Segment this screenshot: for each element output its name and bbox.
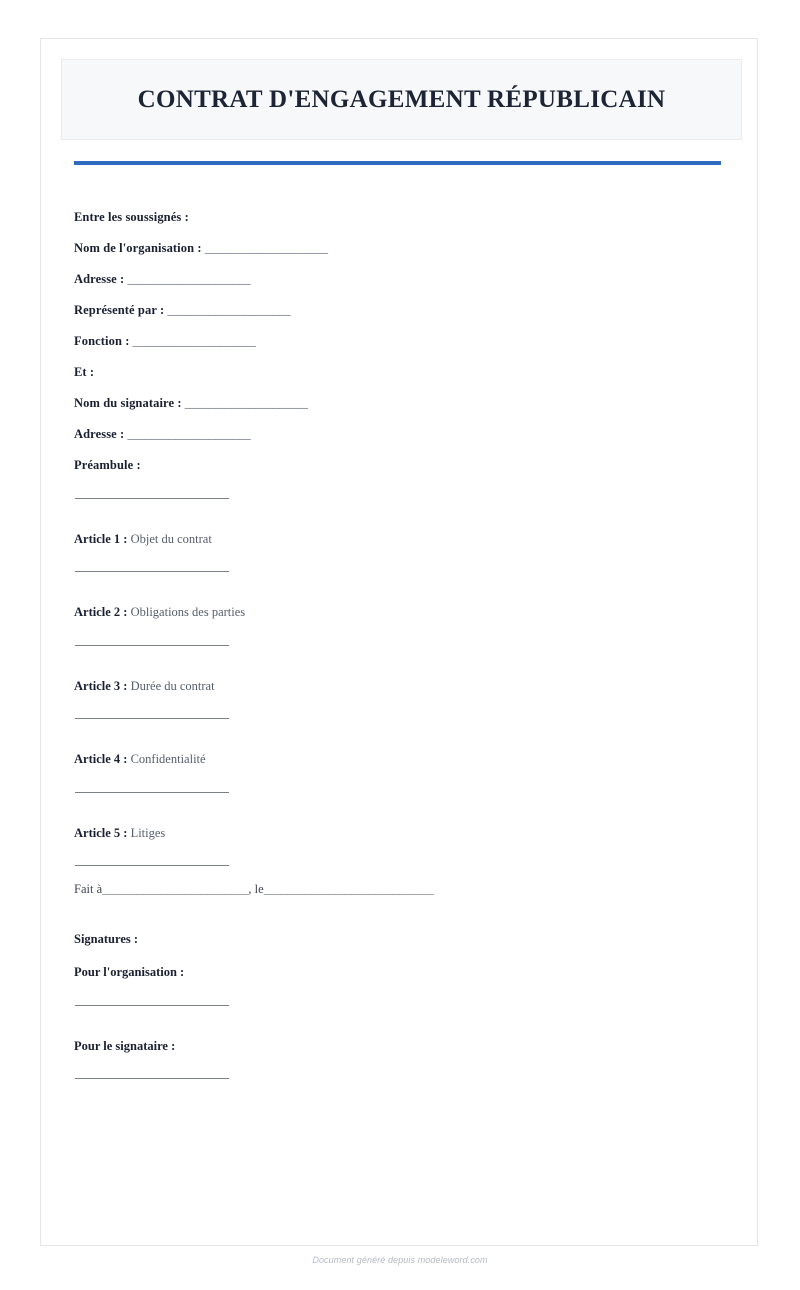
field-input-line[interactable]: _____________________ [184, 396, 308, 410]
article-answer-line[interactable] [75, 718, 229, 719]
date-input-line[interactable]: _____________________________ [263, 882, 434, 896]
preamble-answer-line[interactable] [75, 498, 229, 499]
article-number: Article 3 : [74, 678, 128, 693]
preamble-label [74, 459, 734, 472]
article-number: Article 5 : [74, 825, 128, 840]
article-3 [74, 680, 734, 720]
article-heading [74, 606, 734, 619]
signature-organisation-line[interactable] [75, 1005, 229, 1006]
article-answer-line[interactable] [75, 865, 229, 866]
place-input-line[interactable]: _________________________ [102, 882, 249, 896]
article-answer-line[interactable] [75, 645, 229, 646]
article-answer-line[interactable] [75, 571, 229, 572]
article-title: Confidentialité [130, 752, 206, 766]
signatures-heading: Signatures : [74, 931, 139, 946]
article-5 [74, 827, 734, 867]
field-label: Adresse : [74, 272, 125, 286]
article-title: Objet du contrat [130, 531, 212, 546]
article-number: Article 4 : [74, 752, 128, 766]
signature-signatory-block [74, 1040, 734, 1080]
field-nom-signataire [74, 397, 734, 410]
field-represente-par [74, 304, 734, 317]
page-footer [0, 1250, 800, 1268]
article-2 [74, 606, 734, 646]
field-input-line[interactable]: _____________________ [127, 427, 251, 441]
parties-intro-label [74, 211, 734, 224]
field-label: Nom de l'organisation : [74, 241, 202, 255]
document-body [74, 165, 734, 1079]
field-input-line[interactable]: _____________________ [127, 272, 251, 286]
field-label: Nom du signataire : [74, 396, 182, 410]
preamble-text: Préambule : [74, 458, 141, 472]
second-party-text: Et : [74, 365, 95, 379]
signature-signatory-heading [74, 1040, 734, 1053]
field-adresse-signataire [74, 428, 734, 441]
article-answer-line[interactable] [75, 792, 229, 793]
field-label: Représenté par : [74, 303, 165, 317]
article-heading [74, 680, 734, 693]
page-content [41, 39, 757, 1245]
footer-attribution: Document généré depuis modeleword.com [312, 1255, 488, 1265]
second-party-label [74, 366, 734, 379]
article-4 [74, 753, 734, 793]
field-input-line[interactable]: _____________________ [132, 334, 256, 348]
article-heading [74, 753, 734, 766]
article-title: Durée du contrat [130, 678, 215, 693]
document-page [40, 38, 758, 1246]
field-label: Fonction : [74, 334, 130, 348]
article-number: Article 1 : [74, 531, 128, 546]
place-date-row [74, 883, 734, 896]
article-title: Litiges [130, 825, 166, 840]
signature-organisation-label: Pour l'organisation : [74, 965, 185, 979]
signature-signatory-line[interactable] [75, 1078, 229, 1079]
signature-signatory-label: Pour le signataire : [74, 1038, 176, 1053]
article-1 [74, 533, 734, 573]
date-label: , le [248, 882, 264, 896]
article-number: Article 2 : [74, 605, 128, 619]
place-label: Fait à [74, 882, 103, 896]
field-adresse-organisation [74, 273, 734, 286]
field-input-line[interactable]: _____________________ [167, 303, 291, 317]
field-nom-organisation [74, 242, 734, 255]
article-heading [74, 533, 734, 546]
field-label: Adresse : [74, 427, 125, 441]
field-fonction [74, 335, 734, 348]
parties-intro-text: Entre les soussignés : [74, 210, 189, 224]
field-input-line[interactable]: _____________________ [204, 241, 328, 255]
article-heading [74, 827, 734, 840]
title-banner [61, 59, 742, 140]
page-title: CONTRAT D'ENGAGEMENT RÉPUBLICAIN [137, 85, 666, 113]
article-title: Obligations des parties [130, 605, 246, 619]
